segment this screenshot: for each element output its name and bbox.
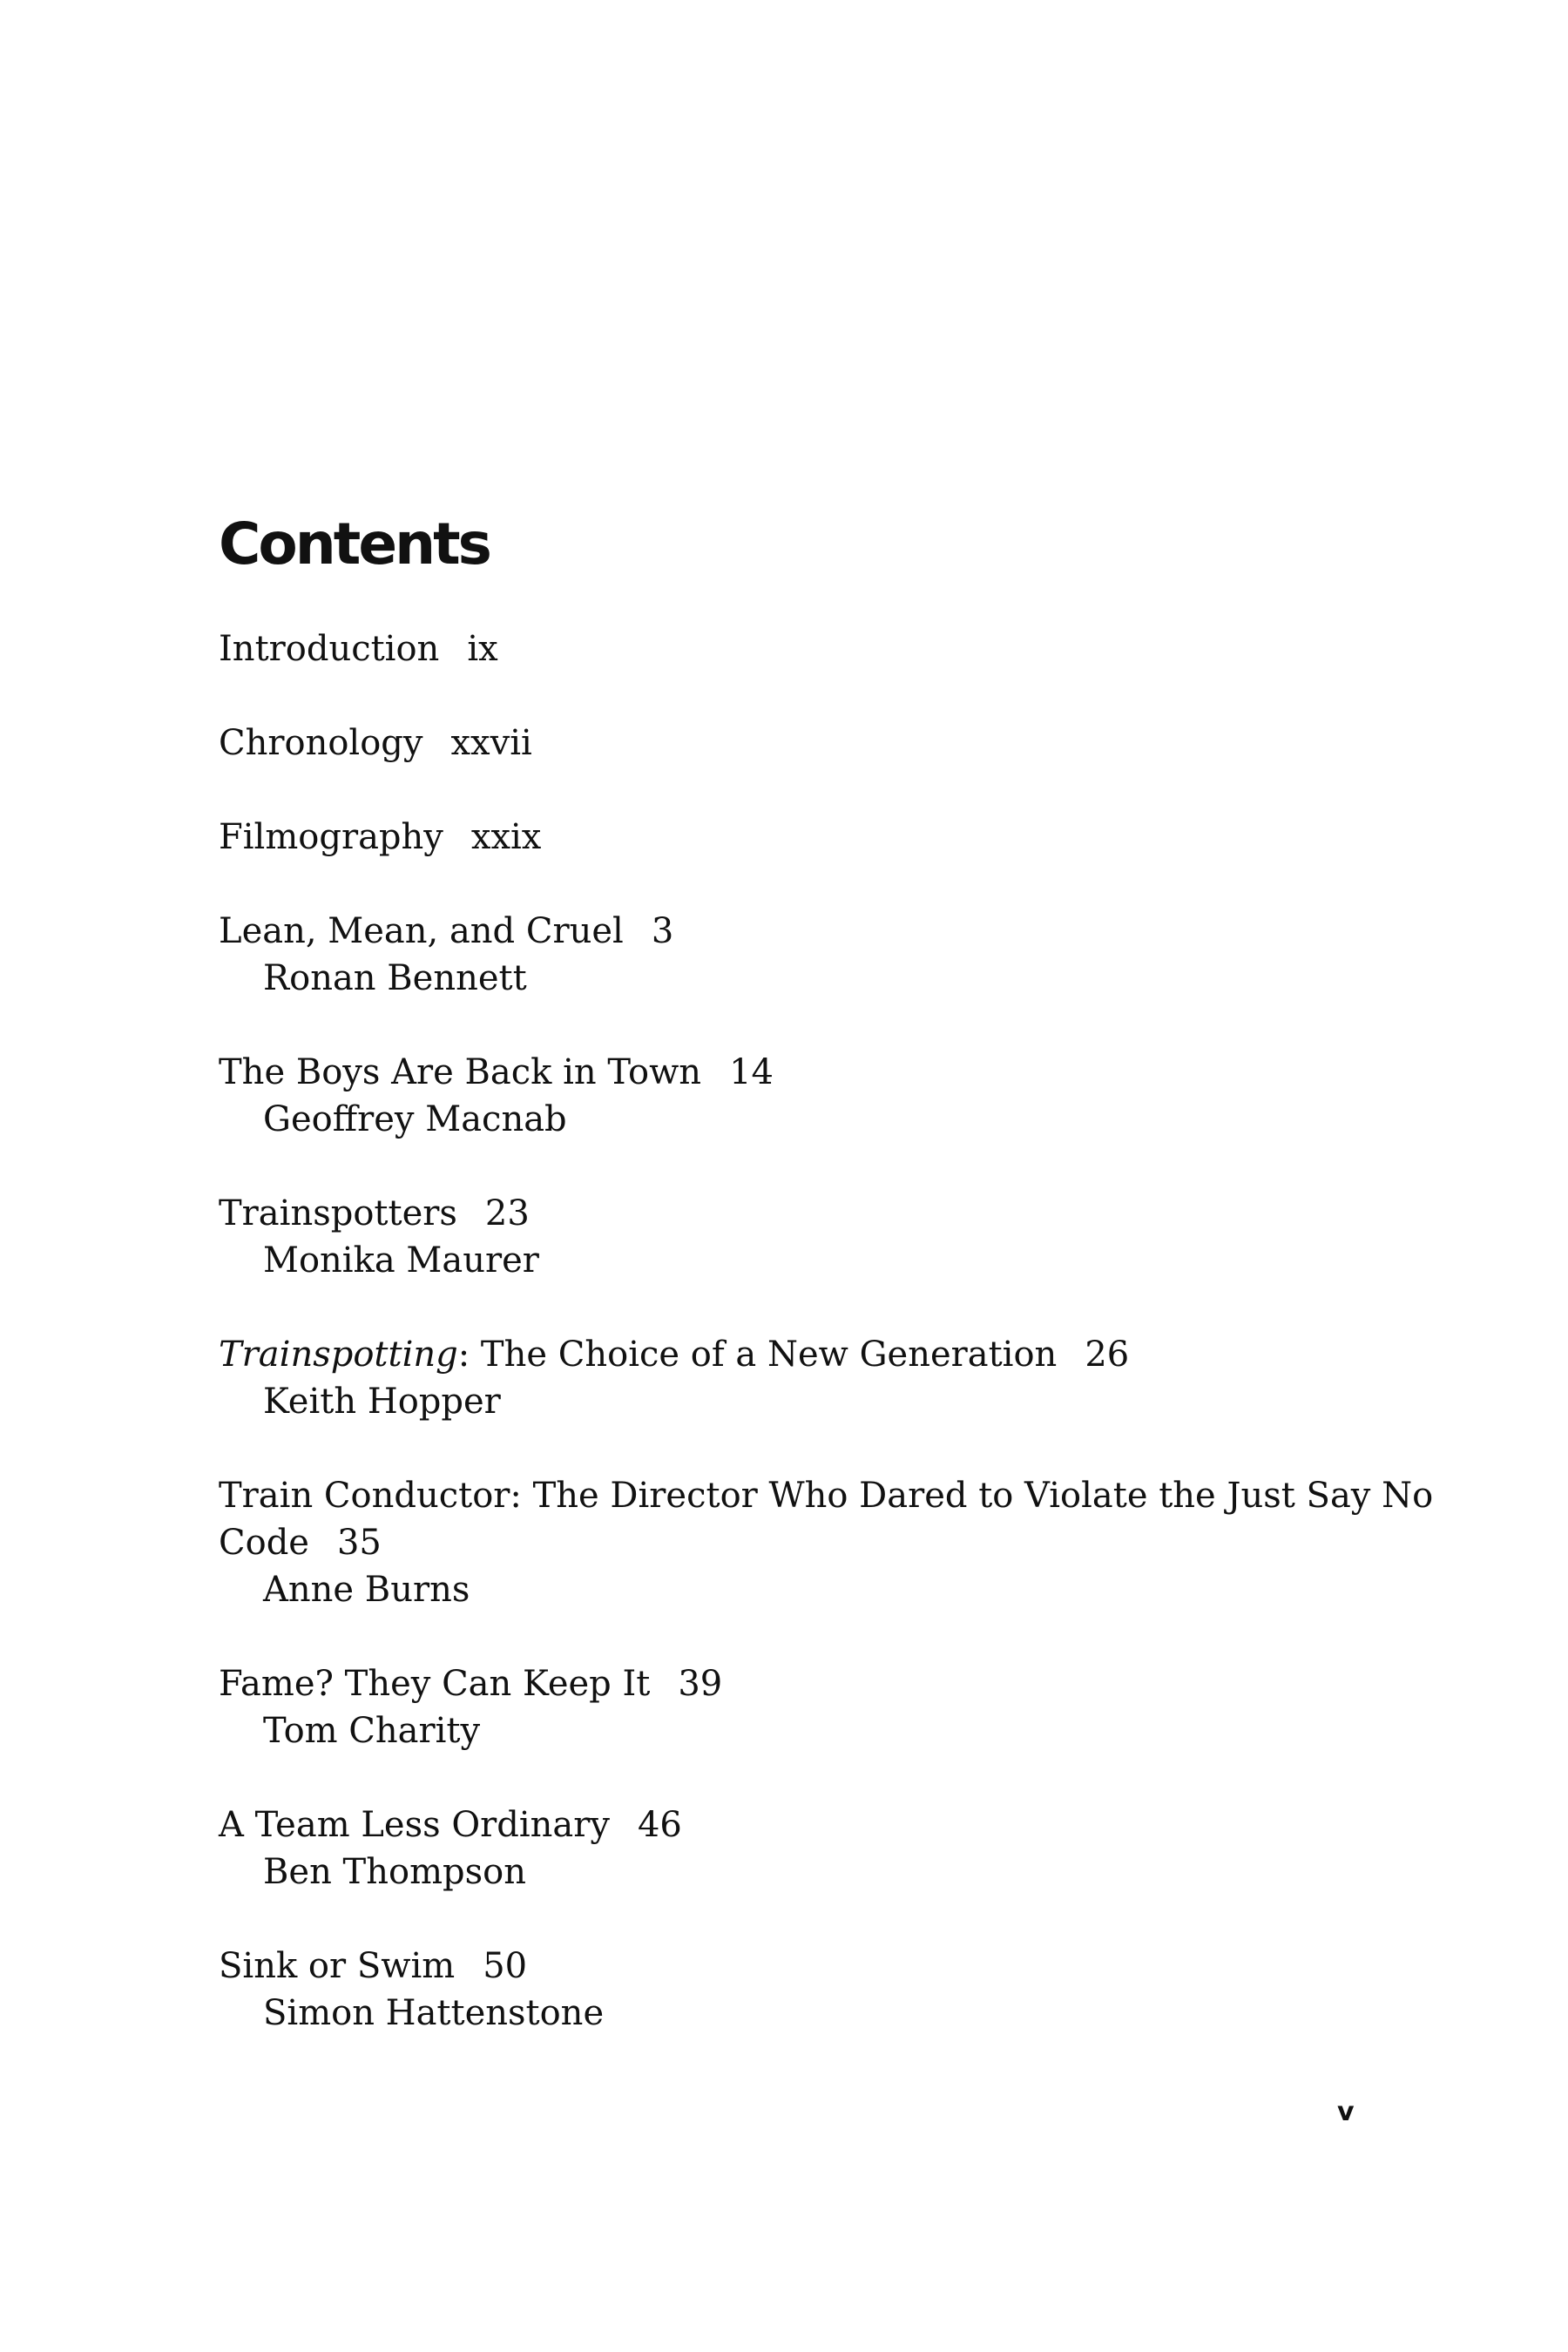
entry-title: Trainspotters <box>219 1193 457 1233</box>
toc-entry <box>219 1660 1438 1754</box>
entry-title: Fame? They Can Keep It <box>219 1664 651 1704</box>
entry-title: Train Conductor: The Director Who Dared to Violate the Just Say No Code <box>219 1476 1434 1563</box>
table-of-contents <box>219 625 1438 2084</box>
toc-entry <box>219 1472 1438 1613</box>
toc-entry <box>219 1049 1438 1143</box>
entry-title: Introduction <box>219 629 440 669</box>
entry-page-number: 46 <box>637 1805 682 1845</box>
entry-author: Geoffrey Macnab <box>263 1099 567 1139</box>
page-number: v <box>1337 2097 1355 2127</box>
entry-page-number: xxvii <box>450 723 532 763</box>
entry-title: Lean, Mean, and Cruel <box>219 911 624 951</box>
entry-author: Anne Burns <box>263 1570 470 1610</box>
page-title: Contents <box>219 510 490 578</box>
entry-author: Tom Charity <box>263 1711 481 1751</box>
entry-author: Ben Thompson <box>263 1852 526 1892</box>
entry-author: Ronan Bennett <box>263 958 527 998</box>
entry-title: Sink or Swim <box>219 1946 456 1986</box>
entry-page-number: ix <box>467 629 498 669</box>
toc-entry <box>219 908 1438 1002</box>
entry-page-number: 39 <box>678 1664 723 1704</box>
entry-title: The Boys Are Back in Town <box>219 1052 702 1092</box>
entry-author: Monika Maurer <box>263 1240 539 1281</box>
toc-entry <box>219 720 1438 767</box>
entry-page-number: 50 <box>483 1946 528 1986</box>
toc-entry <box>219 1943 1438 2037</box>
entry-title: Chronology <box>219 723 423 763</box>
entry-page-number: 35 <box>336 1523 382 1563</box>
toc-entry <box>219 625 1438 672</box>
toc-entry <box>219 1801 1438 1896</box>
entry-title <box>219 1335 1057 1375</box>
entry-page-number: xxix <box>470 817 542 857</box>
entry-page-number: 14 <box>729 1052 774 1092</box>
entry-title: Filmography <box>219 817 443 857</box>
entry-author: Simon Hattenstone <box>263 1993 605 2033</box>
toc-entry <box>219 1190 1438 1284</box>
entry-page-number: 3 <box>651 911 674 951</box>
entry-title-rest: : The Choice of a New Generation <box>457 1335 1058 1375</box>
entry-page-number: 23 <box>484 1193 530 1233</box>
toc-entry <box>219 814 1438 861</box>
entry-title: A Team Less Ordinary <box>219 1805 610 1845</box>
entry-page-number: 26 <box>1085 1335 1130 1375</box>
entry-title-italic: Trainspotting <box>219 1335 458 1375</box>
entry-author: Keith Hopper <box>263 1382 501 1422</box>
toc-entry <box>219 1331 1438 1425</box>
